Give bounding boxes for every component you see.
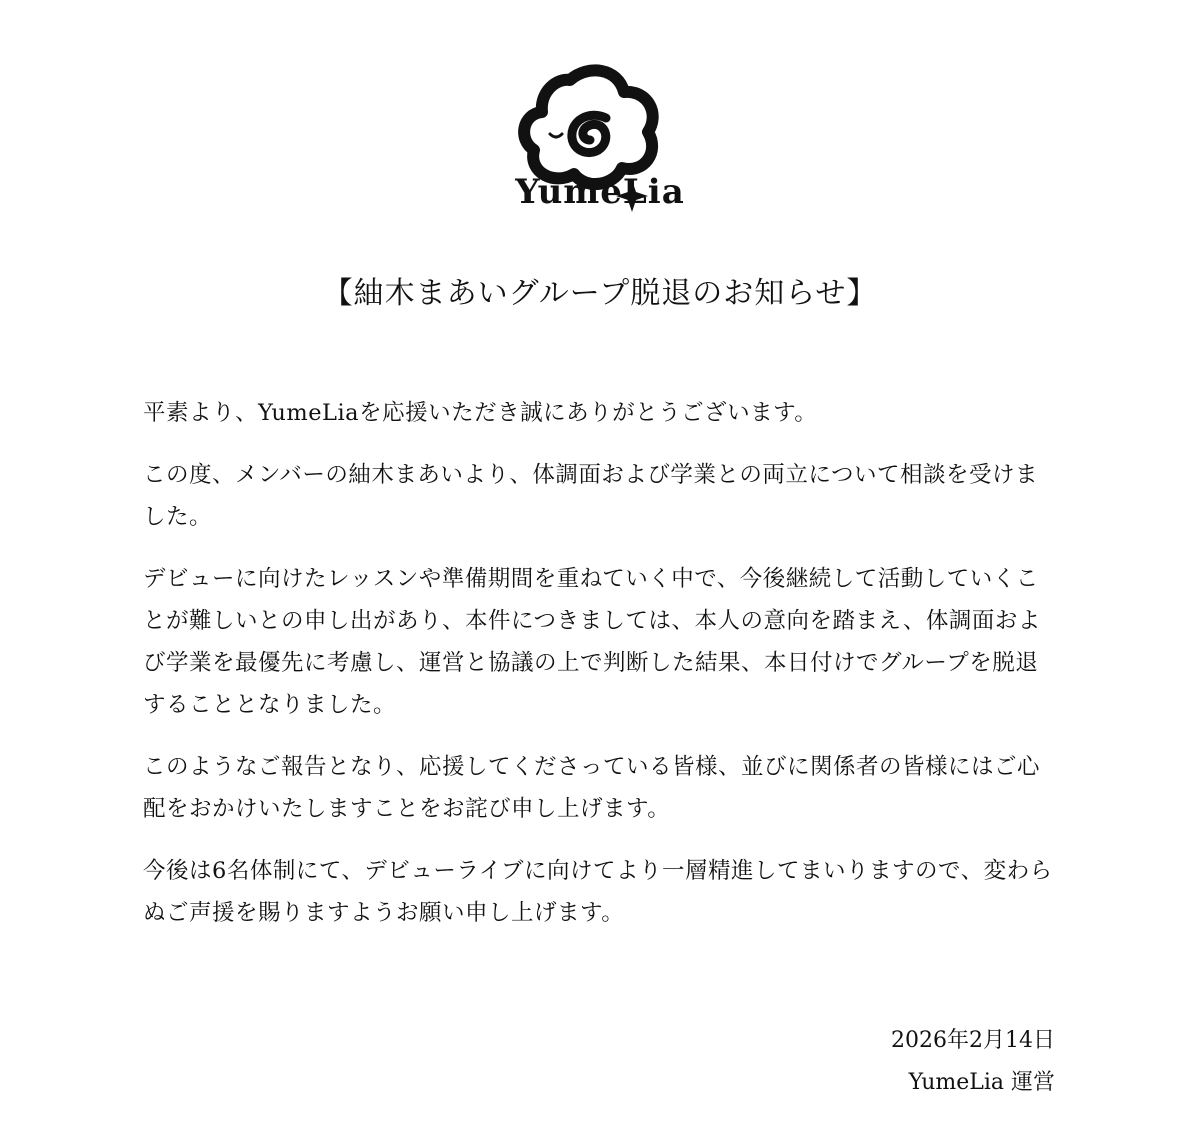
signature-block [891,1020,1055,1104]
paragraph-apology: このようなご報告となり、応援してくださっている皆様、並びに関係者の皆様にはご心配をおかけいたしますことをお詫び申し上げます。 [143,754,1041,822]
paragraph-greeting: 平素より、YumeLiaを応援いただき誠にありがとうございます。 [143,400,818,426]
paragraph-closing: 今後は6名体制にて、デビューライブに向けてより一層精進してまいりますので、変わらぬご声援を賜りますようお願い申し上げます。 [143,858,1053,926]
signature-date: 2026年2月14日 [891,1028,1055,1053]
notice-body [143,392,1058,954]
paragraph-consultation: この度、メンバーの紬木まあいより、体調面および学業との両立について相談を受けました。 [143,462,1038,530]
signature-org: YumeLia 運営 [908,1070,1055,1095]
paragraph-decision: デビューに向けたレッスンや準備期間を重ねていく中で、今後継続して活動していくことが難しいとの申し出があり、本件につきましては、本人の意向を踏まえ、体調面および学業を最優先に考慮し、運営と協議の上で判断した結果、本日付けでグループを脱退することとなりました。 [143,566,1041,718]
page-title: 【紬木まあいグループ脱退のお知らせ】 [322,276,878,311]
logo-wordmark: YumeLia [515,172,685,212]
